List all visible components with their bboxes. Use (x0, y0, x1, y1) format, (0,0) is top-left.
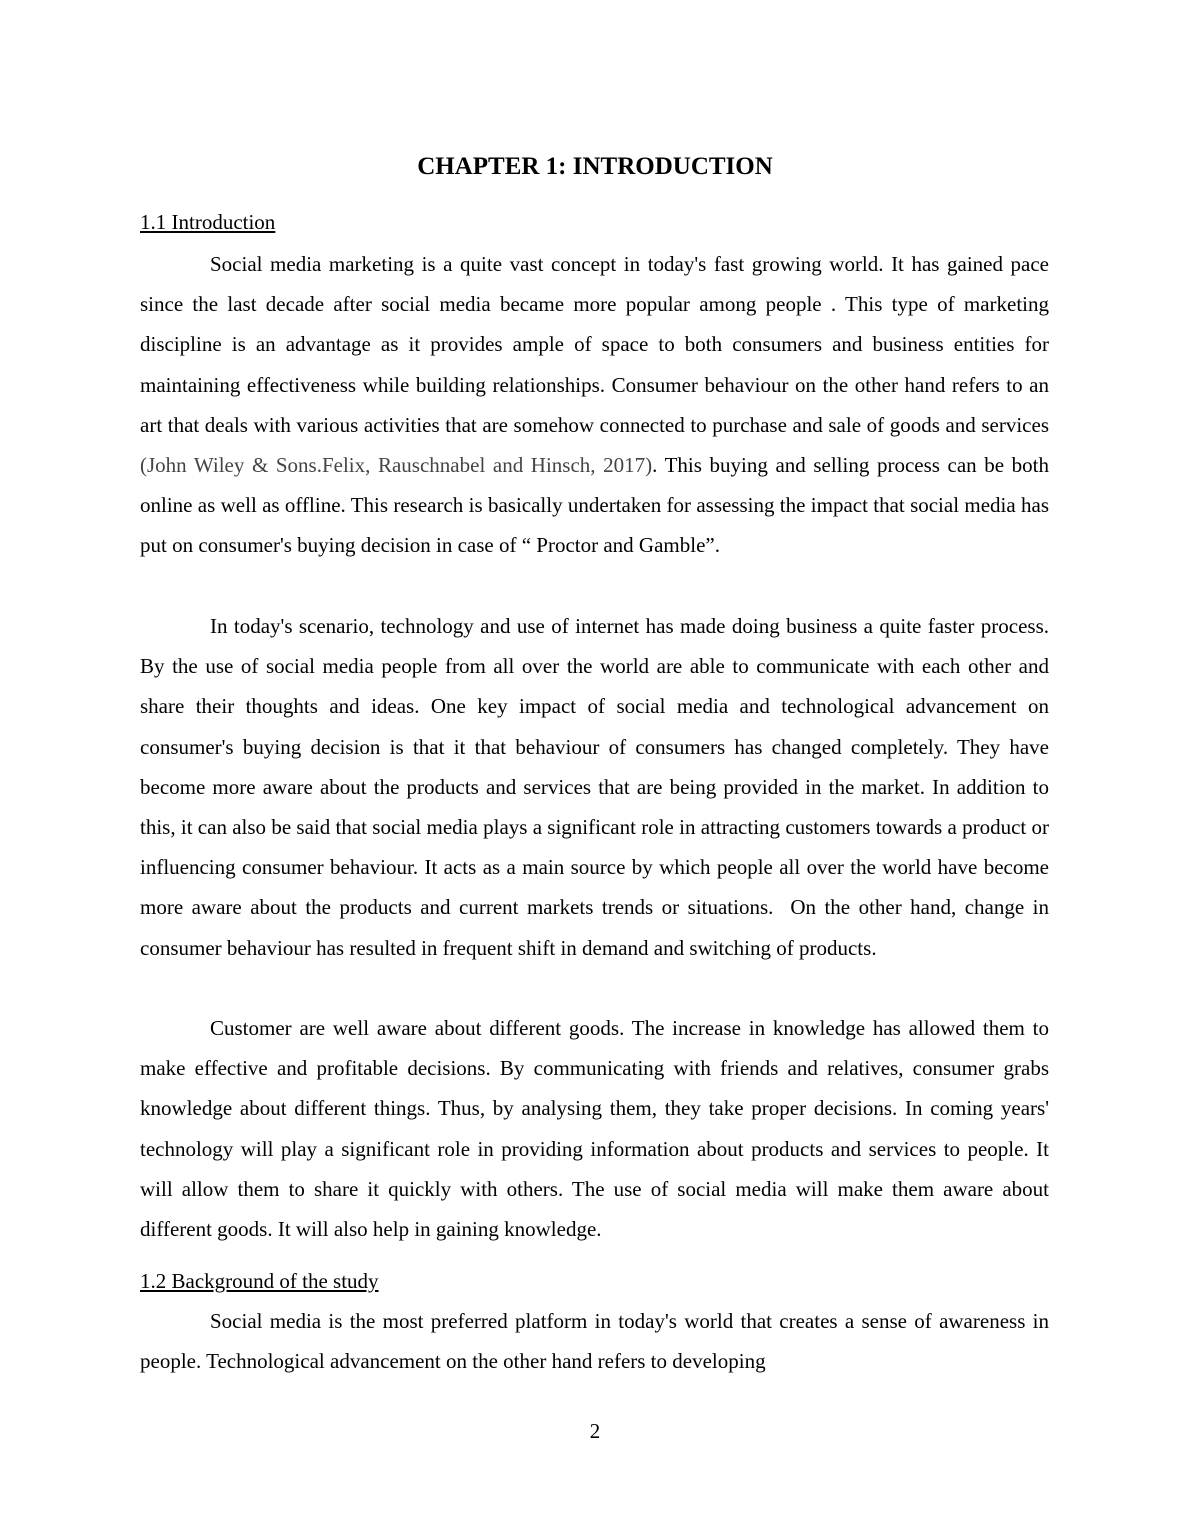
intro-paragraph-2: In today's scenario, technology and use of internet has made doing business a quite faster process. By the use of social media people from all over the world are able to communicate with each other and share their thoughts and ideas. One key impact of social media and technological advancement on consumer's buying decision is that it that behaviour of consumers has changed completely. They have become more aware about the products and services that are being provided in the market. In addition to this, it can also be said that social media plays a significant role in attracting customers towards a product or influencing consumer behaviour. It acts as a main source by which people all over the world have become more aware about the products and current markets trends or situations. On the other hand, change in consumer behaviour has resulted in frequent shift in demand and switching of products. (140, 614, 1049, 960)
paragraph-text: Social media marketing is a quite vast concept in today's fast growing world. It has gained pace since the last decade after social media became more popular among people . This type of marketing discipline is an advantage as it provides ample of space to both consumers and business entities for maintaining effectiveness while building relationships. Consumer behaviour on the other hand refers to an art that deals with various activities that are somehow connected to purchase and sale of goods and services (140, 252, 1049, 437)
section-heading-introduction: 1.1 Introduction (140, 210, 276, 234)
citation: (John Wiley & Sons.Felix, Rauschnabel and Hinsch, 2017) (140, 453, 653, 478)
intro-paragraph-1 (140, 244, 1049, 566)
background-paragraph-1: Social media is the most preferred platform in today's world that creates a sense of awareness in people. Technological advancement on the other hand refers to developing (140, 1309, 1049, 1374)
paragraph-text: . This buying and selling process can be both online as well as offline. This research is basically undertaken for assessing the impact that social media has put on consumer's buying decision in case of “ Proctor and Gamble”. (140, 453, 1050, 558)
chapter-title: CHAPTER 1: INTRODUCTION (417, 153, 773, 180)
section-heading-background: 1.2 Background of the study (140, 1269, 379, 1293)
page-number: 2 (589, 1419, 601, 1443)
intro-paragraph-3: Customer are well aware about different goods. The increase in knowledge has allowed them to make effective and profitable decisions. By communicating with friends and relatives, consumer grabs knowledge about different things. Thus, by analysing them, they take proper decisions. In coming years' technology will play a significant role in providing information about products and services to people. It will allow them to share it quickly with others. The use of social media will make them aware about different goods. It will also help in gaining knowledge. (140, 1016, 1049, 1242)
